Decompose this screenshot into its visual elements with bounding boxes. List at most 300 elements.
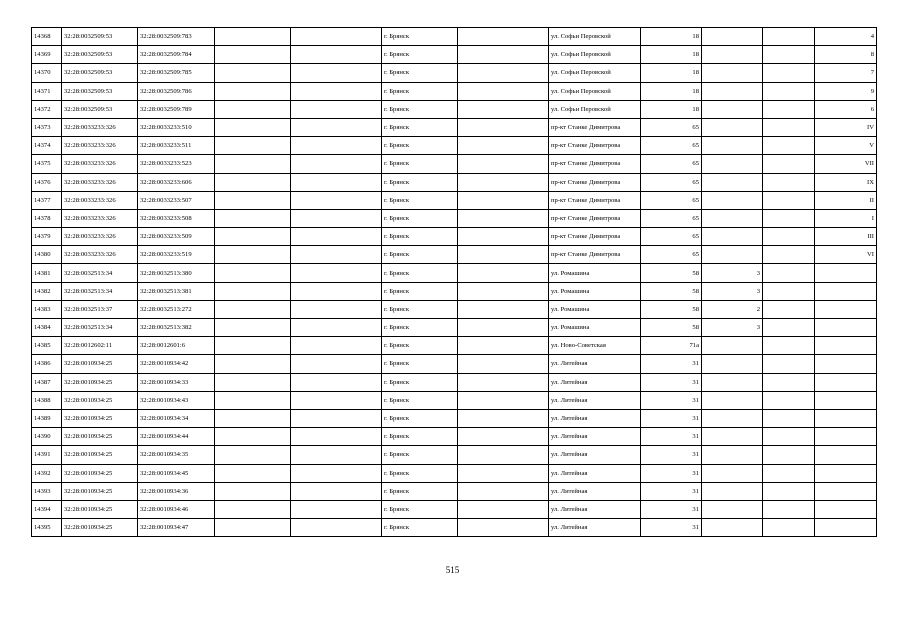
cell-blank-column-4 (215, 428, 291, 446)
cell-house-number: 65 (641, 155, 702, 173)
table-row (32, 300, 877, 318)
cell-blank-column-7 (458, 355, 549, 373)
cell-premises-number (815, 464, 877, 482)
cell-apartment-number (763, 355, 815, 373)
cell-building-number (702, 519, 763, 537)
cell-row-number: 14381 (32, 264, 62, 282)
table-row (32, 355, 877, 373)
cell-building-number (702, 100, 763, 118)
table-row (32, 100, 877, 118)
cell-house-number: 31 (641, 428, 702, 446)
cell-blank-column-7 (458, 264, 549, 282)
cell-row-number: 14380 (32, 246, 62, 264)
cell-street: ул. Литейная (549, 373, 641, 391)
cell-blank-column-4 (215, 446, 291, 464)
cell-city: г. Брянск (382, 209, 458, 227)
cell-blank-column-5 (291, 337, 382, 355)
cell-city: г. Брянск (382, 446, 458, 464)
cell-apartment-number (763, 46, 815, 64)
table-row (32, 464, 877, 482)
cell-house-number: 31 (641, 446, 702, 464)
cell-premises-number: 8 (815, 46, 877, 64)
cell-blank-column-4 (215, 373, 291, 391)
cell-city: г. Брянск (382, 118, 458, 136)
cell-building-number (702, 464, 763, 482)
cell-row-number: 14379 (32, 228, 62, 246)
cell-apartment-number (763, 428, 815, 446)
cell-blank-column-5 (291, 155, 382, 173)
cell-blank-column-5 (291, 500, 382, 518)
cell-blank-column-5 (291, 446, 382, 464)
cell-blank-column-5 (291, 173, 382, 191)
cell-parent-cadastral-number: 32:28:0010934:25 (62, 446, 138, 464)
cell-premises-number: 6 (815, 100, 877, 118)
cell-cadastral-number: 32:28:0032509:786 (138, 82, 215, 100)
cell-premises-number: VII (815, 155, 877, 173)
cell-street: ул. Литейная (549, 464, 641, 482)
cell-city: г. Брянск (382, 246, 458, 264)
cell-blank-column-4 (215, 355, 291, 373)
cell-premises-number (815, 391, 877, 409)
table-row (32, 391, 877, 409)
cell-parent-cadastral-number: 32:28:0032513:34 (62, 264, 138, 282)
cell-blank-column-4 (215, 300, 291, 318)
table-row (32, 246, 877, 264)
cell-row-number: 14392 (32, 464, 62, 482)
cell-blank-column-4 (215, 118, 291, 136)
cell-house-number: 31 (641, 391, 702, 409)
cell-building-number (702, 118, 763, 136)
cell-city: г. Брянск (382, 46, 458, 64)
cell-blank-column-7 (458, 391, 549, 409)
cell-row-number: 14368 (32, 28, 62, 46)
cell-apartment-number (763, 337, 815, 355)
table-row (32, 155, 877, 173)
cell-building-number: 3 (702, 264, 763, 282)
cell-street: ул. Ромашина (549, 300, 641, 318)
cell-apartment-number (763, 300, 815, 318)
cell-city: г. Брянск (382, 155, 458, 173)
cell-city: г. Брянск (382, 28, 458, 46)
cell-street: ул. Софьи Перовской (549, 100, 641, 118)
cell-parent-cadastral-number: 32:28:0033233:326 (62, 137, 138, 155)
cell-premises-number: 4 (815, 28, 877, 46)
cell-cadastral-number: 32:28:0033233:523 (138, 155, 215, 173)
cell-house-number: 31 (641, 355, 702, 373)
cell-city: г. Брянск (382, 464, 458, 482)
cell-blank-column-5 (291, 209, 382, 227)
cell-blank-column-7 (458, 246, 549, 264)
cell-parent-cadastral-number: 32:28:0012602:11 (62, 337, 138, 355)
cell-parent-cadastral-number: 32:28:0010934:25 (62, 519, 138, 537)
cell-apartment-number (763, 391, 815, 409)
cell-cadastral-number: 32:28:0032513:382 (138, 319, 215, 337)
cell-premises-number (815, 355, 877, 373)
cell-blank-column-4 (215, 337, 291, 355)
cell-blank-column-5 (291, 428, 382, 446)
cell-row-number: 14385 (32, 337, 62, 355)
cell-premises-number (815, 282, 877, 300)
cell-blank-column-7 (458, 64, 549, 82)
cell-row-number: 14382 (32, 282, 62, 300)
cell-row-number: 14370 (32, 64, 62, 82)
cell-row-number: 14395 (32, 519, 62, 537)
cell-blank-column-7 (458, 82, 549, 100)
cell-street: ул. Ромашина (549, 319, 641, 337)
cell-premises-number (815, 300, 877, 318)
cell-premises-number (815, 482, 877, 500)
cell-city: г. Брянск (382, 500, 458, 518)
cell-blank-column-5 (291, 464, 382, 482)
table-row (32, 519, 877, 537)
cell-blank-column-5 (291, 64, 382, 82)
cell-street: ул. Литейная (549, 519, 641, 537)
cell-blank-column-7 (458, 28, 549, 46)
cell-blank-column-7 (458, 373, 549, 391)
cell-apartment-number (763, 118, 815, 136)
table-row (32, 64, 877, 82)
cell-premises-number (815, 264, 877, 282)
cell-city: г. Брянск (382, 191, 458, 209)
cell-house-number: 18 (641, 82, 702, 100)
cell-street: ул. Литейная (549, 500, 641, 518)
cell-row-number: 14374 (32, 137, 62, 155)
cell-blank-column-5 (291, 191, 382, 209)
cell-apartment-number (763, 319, 815, 337)
cell-street: ул. Ромашина (549, 282, 641, 300)
cell-premises-number: 7 (815, 64, 877, 82)
cell-parent-cadastral-number: 32:28:0010934:25 (62, 355, 138, 373)
cell-street: пр-кт Станке Димитрова (549, 191, 641, 209)
cell-blank-column-5 (291, 355, 382, 373)
cell-row-number: 14371 (32, 82, 62, 100)
table-row (32, 282, 877, 300)
cell-building-number (702, 409, 763, 427)
cell-blank-column-5 (291, 482, 382, 500)
cell-street: пр-кт Станке Димитрова (549, 173, 641, 191)
cell-premises-number (815, 409, 877, 427)
cell-parent-cadastral-number: 32:28:0033233:326 (62, 209, 138, 227)
cell-building-number (702, 82, 763, 100)
table-row (32, 82, 877, 100)
cell-parent-cadastral-number: 32:28:0010934:25 (62, 482, 138, 500)
cell-house-number: 58 (641, 319, 702, 337)
cell-city: г. Брянск (382, 409, 458, 427)
cell-cadastral-number: 32:28:0032509:784 (138, 46, 215, 64)
cell-blank-column-7 (458, 155, 549, 173)
cell-building-number (702, 155, 763, 173)
cell-cadastral-number: 32:28:0010934:34 (138, 409, 215, 427)
cell-premises-number (815, 373, 877, 391)
cell-city: г. Брянск (382, 137, 458, 155)
cell-house-number: 31 (641, 500, 702, 518)
cell-blank-column-4 (215, 173, 291, 191)
cell-premises-number (815, 446, 877, 464)
cell-house-number: 58 (641, 264, 702, 282)
cell-house-number: 65 (641, 228, 702, 246)
cell-house-number: 65 (641, 173, 702, 191)
cell-parent-cadastral-number: 32:28:0032509:53 (62, 46, 138, 64)
cell-apartment-number (763, 82, 815, 100)
cell-house-number: 18 (641, 46, 702, 64)
cell-blank-column-5 (291, 137, 382, 155)
cell-city: г. Брянск (382, 228, 458, 246)
cell-row-number: 14378 (32, 209, 62, 227)
cell-blank-column-4 (215, 519, 291, 537)
cell-blank-column-4 (215, 409, 291, 427)
cell-parent-cadastral-number: 32:28:0010934:25 (62, 373, 138, 391)
cell-cadastral-number: 32:28:0032509:789 (138, 100, 215, 118)
cell-cadastral-number: 32:28:0033233:509 (138, 228, 215, 246)
cell-cadastral-number: 32:28:0010934:36 (138, 482, 215, 500)
cell-parent-cadastral-number: 32:28:0010934:25 (62, 391, 138, 409)
cell-premises-number (815, 519, 877, 537)
cell-cadastral-number: 32:28:0032513:380 (138, 264, 215, 282)
cell-row-number: 14369 (32, 46, 62, 64)
cell-row-number: 14377 (32, 191, 62, 209)
cell-blank-column-4 (215, 46, 291, 64)
cell-parent-cadastral-number: 32:28:0032513:34 (62, 282, 138, 300)
cell-apartment-number (763, 64, 815, 82)
cell-house-number: 71а (641, 337, 702, 355)
table-row (32, 118, 877, 136)
cell-street: ул. Софьи Перовской (549, 28, 641, 46)
cell-blank-column-5 (291, 246, 382, 264)
cell-blank-column-7 (458, 228, 549, 246)
table-row (32, 228, 877, 246)
cell-apartment-number (763, 100, 815, 118)
cell-apartment-number (763, 446, 815, 464)
cell-building-number (702, 246, 763, 264)
cell-parent-cadastral-number: 32:28:0010934:25 (62, 409, 138, 427)
cell-blank-column-4 (215, 155, 291, 173)
cell-street: пр-кт Станке Димитрова (549, 118, 641, 136)
table-row (32, 482, 877, 500)
cell-apartment-number (763, 282, 815, 300)
table-row (32, 446, 877, 464)
cell-premises-number: III (815, 228, 877, 246)
cell-house-number: 18 (641, 64, 702, 82)
cell-blank-column-7 (458, 282, 549, 300)
cell-street: ул. Ново-Советская (549, 337, 641, 355)
cell-house-number: 31 (641, 464, 702, 482)
cell-row-number: 14386 (32, 355, 62, 373)
cell-premises-number: VI (815, 246, 877, 264)
cell-street: ул. Литейная (549, 428, 641, 446)
cell-row-number: 14376 (32, 173, 62, 191)
cell-cadastral-number: 32:28:0032509:783 (138, 28, 215, 46)
cell-cadastral-number: 32:28:0032513:272 (138, 300, 215, 318)
cell-blank-column-5 (291, 373, 382, 391)
cell-apartment-number (763, 519, 815, 537)
cell-apartment-number (763, 137, 815, 155)
cell-city: г. Брянск (382, 319, 458, 337)
cell-building-number (702, 355, 763, 373)
cell-street: ул. Литейная (549, 446, 641, 464)
cell-building-number (702, 482, 763, 500)
cell-parent-cadastral-number: 32:28:0032513:37 (62, 300, 138, 318)
cell-apartment-number (763, 228, 815, 246)
registry-table-body (32, 28, 877, 537)
cell-street: ул. Литейная (549, 409, 641, 427)
cell-cadastral-number: 32:28:0010934:43 (138, 391, 215, 409)
cell-blank-column-4 (215, 500, 291, 518)
cell-blank-column-7 (458, 137, 549, 155)
cell-cadastral-number: 32:28:0010934:45 (138, 464, 215, 482)
cell-house-number: 31 (641, 482, 702, 500)
table-row (32, 337, 877, 355)
cell-parent-cadastral-number: 32:28:0033233:326 (62, 191, 138, 209)
cell-row-number: 14373 (32, 118, 62, 136)
cell-apartment-number (763, 191, 815, 209)
cell-building-number: 2 (702, 300, 763, 318)
cell-premises-number (815, 428, 877, 446)
cell-blank-column-7 (458, 500, 549, 518)
cell-blank-column-4 (215, 64, 291, 82)
cell-row-number: 14387 (32, 373, 62, 391)
cell-building-number (702, 191, 763, 209)
cell-premises-number: II (815, 191, 877, 209)
cell-blank-column-7 (458, 337, 549, 355)
cell-cadastral-number: 32:28:0010934:44 (138, 428, 215, 446)
cell-street: ул. Литейная (549, 482, 641, 500)
table-row (32, 264, 877, 282)
cell-blank-column-5 (291, 82, 382, 100)
cell-street: ул. Софьи Перовской (549, 82, 641, 100)
cell-blank-column-5 (291, 264, 382, 282)
cell-premises-number: V (815, 137, 877, 155)
cell-apartment-number (763, 264, 815, 282)
cell-blank-column-7 (458, 173, 549, 191)
cell-building-number (702, 228, 763, 246)
cell-blank-column-7 (458, 464, 549, 482)
cell-blank-column-7 (458, 209, 549, 227)
cell-city: г. Брянск (382, 519, 458, 537)
cell-parent-cadastral-number: 32:28:0032513:34 (62, 319, 138, 337)
cell-blank-column-4 (215, 28, 291, 46)
cell-building-number (702, 428, 763, 446)
cell-parent-cadastral-number: 32:28:0010934:25 (62, 500, 138, 518)
table-row (32, 373, 877, 391)
cell-house-number: 58 (641, 282, 702, 300)
registry-table (31, 27, 877, 537)
cell-parent-cadastral-number: 32:28:0032509:53 (62, 100, 138, 118)
cell-row-number: 14389 (32, 409, 62, 427)
cell-blank-column-5 (291, 319, 382, 337)
cell-blank-column-7 (458, 118, 549, 136)
cell-cadastral-number: 32:28:0032513:381 (138, 282, 215, 300)
cell-apartment-number (763, 246, 815, 264)
cell-parent-cadastral-number: 32:28:0032509:53 (62, 64, 138, 82)
cell-premises-number (815, 319, 877, 337)
cell-blank-column-4 (215, 100, 291, 118)
cell-apartment-number (763, 155, 815, 173)
cell-blank-column-5 (291, 118, 382, 136)
cell-apartment-number (763, 409, 815, 427)
cell-apartment-number (763, 209, 815, 227)
cell-premises-number (815, 337, 877, 355)
cell-blank-column-4 (215, 228, 291, 246)
cell-city: г. Брянск (382, 373, 458, 391)
cell-apartment-number (763, 500, 815, 518)
cell-house-number: 65 (641, 137, 702, 155)
cell-premises-number (815, 500, 877, 518)
cell-building-number (702, 209, 763, 227)
cell-street: ул. Литейная (549, 355, 641, 373)
cell-row-number: 14394 (32, 500, 62, 518)
table-row (32, 28, 877, 46)
cell-street: ул. Ромашина (549, 264, 641, 282)
table-row (32, 428, 877, 446)
cell-city: г. Брянск (382, 64, 458, 82)
cell-street: пр-кт Станке Димитрова (549, 209, 641, 227)
cell-blank-column-7 (458, 300, 549, 318)
cell-street: пр-кт Станке Димитрова (549, 228, 641, 246)
page-number: 515 (445, 565, 460, 575)
cell-blank-column-4 (215, 391, 291, 409)
table-row (32, 173, 877, 191)
cell-blank-column-7 (458, 100, 549, 118)
cell-parent-cadastral-number: 32:28:0033233:326 (62, 173, 138, 191)
cell-premises-number: IX (815, 173, 877, 191)
cell-cadastral-number: 32:28:0010934:33 (138, 373, 215, 391)
cell-row-number: 14375 (32, 155, 62, 173)
cell-city: г. Брянск (382, 300, 458, 318)
cell-blank-column-4 (215, 137, 291, 155)
cell-row-number: 14388 (32, 391, 62, 409)
cell-cadastral-number: 32:28:0033233:519 (138, 246, 215, 264)
cell-city: г. Брянск (382, 355, 458, 373)
cell-parent-cadastral-number: 32:28:0033233:326 (62, 118, 138, 136)
cell-street: пр-кт Станке Димитрова (549, 155, 641, 173)
cell-blank-column-7 (458, 191, 549, 209)
cell-cadastral-number: 32:28:0033233:606 (138, 173, 215, 191)
cell-premises-number: IV (815, 118, 877, 136)
cell-blank-column-7 (458, 482, 549, 500)
cell-parent-cadastral-number: 32:28:0010934:25 (62, 428, 138, 446)
cell-city: г. Брянск (382, 100, 458, 118)
cell-row-number: 14383 (32, 300, 62, 318)
cell-premises-number: 9 (815, 82, 877, 100)
cell-cadastral-number: 32:28:0033233:511 (138, 137, 215, 155)
cell-parent-cadastral-number: 32:28:0033233:326 (62, 155, 138, 173)
cell-cadastral-number: 32:28:0012601:6 (138, 337, 215, 355)
cell-blank-column-7 (458, 428, 549, 446)
table-row (32, 46, 877, 64)
cell-blank-column-4 (215, 191, 291, 209)
cell-building-number (702, 391, 763, 409)
cell-blank-column-4 (215, 264, 291, 282)
cell-blank-column-4 (215, 209, 291, 227)
cell-cadastral-number: 32:28:0033233:510 (138, 118, 215, 136)
cell-blank-column-4 (215, 482, 291, 500)
cell-blank-column-7 (458, 519, 549, 537)
cell-apartment-number (763, 482, 815, 500)
cell-street: пр-кт Станке Димитрова (549, 246, 641, 264)
table-row (32, 191, 877, 209)
cell-parent-cadastral-number: 32:28:0032509:53 (62, 28, 138, 46)
cell-cadastral-number: 32:28:0033233:507 (138, 191, 215, 209)
cell-building-number (702, 337, 763, 355)
cell-house-number: 31 (641, 373, 702, 391)
cell-blank-column-7 (458, 446, 549, 464)
cell-parent-cadastral-number: 32:28:0010934:25 (62, 464, 138, 482)
cell-house-number: 31 (641, 519, 702, 537)
cell-blank-column-4 (215, 282, 291, 300)
cell-house-number: 18 (641, 28, 702, 46)
cell-city: г. Брянск (382, 82, 458, 100)
cell-blank-column-4 (215, 246, 291, 264)
